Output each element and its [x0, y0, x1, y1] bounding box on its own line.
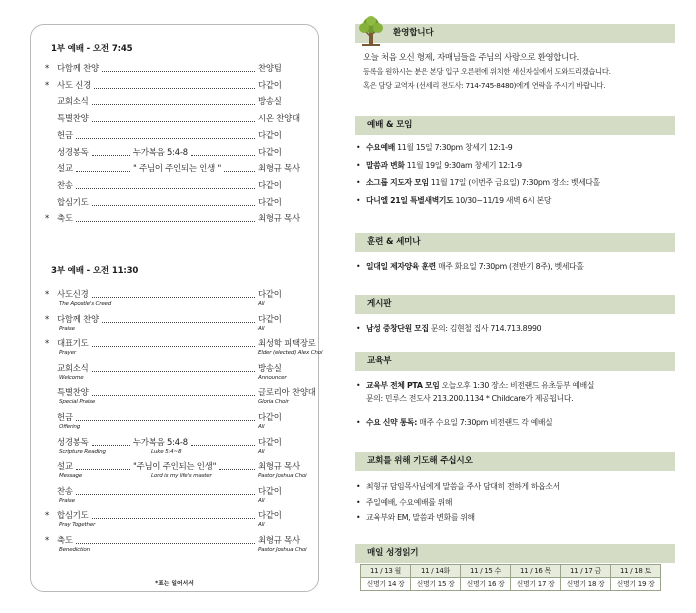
- program-item: 교회소식: [57, 96, 89, 107]
- program-leader: 최형규 목사: [258, 461, 300, 472]
- program-item-en: Scripture Reading: [59, 448, 106, 455]
- program-row: [45, 386, 316, 398]
- education-item-pta-contact: 문의: 민루스 전도사 213.200.1134 * Childcare가 제공됩니다.: [366, 394, 574, 403]
- program-row: [45, 460, 307, 472]
- program-leader-en: All: [258, 301, 265, 307]
- program-row: [45, 411, 307, 423]
- program-row: [45, 337, 316, 349]
- standing-mark: *: [45, 510, 49, 521]
- worship-item: • 수요예배 11월 15일 7:30pm 창세기 12:1-9: [356, 143, 513, 152]
- program-item: 교회소식: [57, 362, 89, 373]
- bible-readings-row: [361, 578, 661, 591]
- program-item: 다함께 찬양: [57, 313, 99, 324]
- bible-reading-cell: 신명기 16 장: [461, 578, 511, 591]
- dot-leader: [92, 444, 130, 446]
- program-leader: 다같이: [258, 436, 282, 447]
- bible-reading-cell: 신명기 14 장: [361, 578, 411, 591]
- program-item-en: The Apostle's Creed: [59, 301, 112, 307]
- dot-leader: [76, 170, 130, 172]
- welcome-title: 환영합니다: [393, 28, 434, 38]
- prayer-item: • 최형규 담임목사님에게 말씀을 주사 담대히 전하게 하옵소서: [356, 482, 560, 491]
- program-leader: 다같이: [258, 196, 282, 207]
- program-row: [45, 534, 307, 546]
- bible-day-cell: 11 / 17 금: [561, 565, 611, 578]
- dot-leader: [191, 444, 255, 446]
- dot-leader: [219, 468, 255, 470]
- program-item: 헌금: [57, 129, 73, 140]
- education-header: [355, 352, 675, 371]
- program-row: [45, 62, 307, 74]
- welcome-line2: 등록을 원하시는 분은 본당 입구 오른편에 위치한 새신자실에서 도와드리겠습니다.: [363, 67, 611, 76]
- worship-item: • 말씀과 변화 11월 19일 9:30am 창세기 12:1-9: [356, 160, 522, 170]
- education-title: 교육부: [367, 356, 392, 366]
- program-leader: 다같이: [258, 129, 282, 140]
- program-leader: 다같이: [258, 485, 282, 496]
- program-item: 사도신경: [57, 289, 89, 299]
- program-item: 특별찬양: [57, 113, 89, 124]
- program-detail-en: Lord is my life's master: [151, 473, 212, 480]
- program-item-en: Welcome: [59, 374, 84, 381]
- bible-day-cell: 11 / 16 목: [511, 565, 561, 578]
- dot-leader: [92, 370, 255, 372]
- prayer-title: 교회를 위해 기도해 주십시오: [367, 456, 473, 466]
- program-leader: 최형규 목사: [258, 213, 300, 224]
- dot-leader: [92, 296, 255, 298]
- bible-reading-cell: 신명기 17 장: [511, 578, 561, 591]
- program-item-en: Praise: [59, 497, 75, 504]
- worship-title: 예배 & 모임: [367, 120, 413, 130]
- training-header: [355, 233, 675, 252]
- dot-leader: [92, 154, 130, 156]
- dot-leader: [92, 120, 255, 122]
- bible-day-cell: 11 / 18 토: [611, 565, 661, 578]
- program-leader-en: Gloria Choir: [258, 399, 289, 406]
- prayer-item: • 교육부와 EM, 말씀과 변화를 위해: [356, 513, 475, 522]
- standing-mark: *: [45, 79, 49, 90]
- bible-reading-cell: 신명기 18 장: [561, 578, 611, 591]
- program-item-en: Pray Together: [59, 522, 96, 529]
- service3-title: 3부 예배 - 오전 11:30: [51, 266, 139, 276]
- program-row: [45, 212, 307, 224]
- program-item: 합심기도: [57, 196, 89, 207]
- dot-leader: [92, 345, 255, 347]
- program-item: 설교: [57, 461, 73, 472]
- program-row: [45, 79, 307, 91]
- program-leader-en: All: [258, 522, 265, 529]
- program-item-en: Message: [59, 473, 83, 480]
- dot-leader: [76, 468, 130, 470]
- program-row: [45, 362, 307, 374]
- program-item: 합심기도: [57, 510, 89, 521]
- dot-leader: [76, 220, 255, 222]
- program-item: 헌금: [57, 412, 73, 422]
- program-leader-en: Pastor Joshua Choi: [258, 547, 307, 553]
- program-leader: 최형규 목사: [258, 535, 300, 545]
- program-row: [45, 509, 307, 521]
- standing-mark: *: [45, 338, 49, 349]
- dot-leader: [76, 137, 255, 139]
- program-item: 찬송: [57, 485, 73, 496]
- worship-item: • 다니엘 21일 특별새벽기도 10/30~11/19 새벽 6시 본당: [356, 196, 552, 206]
- program-detail: 누가복음 5:4-8: [133, 146, 188, 157]
- program-leader-en: All: [258, 424, 265, 430]
- program-item: 사도 신경: [57, 79, 92, 90]
- program-item-en: Special Praise: [59, 399, 96, 406]
- program-row: [45, 146, 307, 158]
- dot-leader: [92, 394, 255, 396]
- dot-leader: [92, 103, 255, 105]
- standing-mark: *: [45, 63, 49, 73]
- standing-mark: *: [45, 313, 49, 324]
- prayer-item: • 주일예배, 수요예배를 위해: [356, 497, 453, 507]
- education-item-pta: • 교육부 전체 PTA 모임 오늘오후 1:30 장소: 비전랜드 유초등부 예배실: [356, 381, 595, 390]
- bible-days-row: [361, 565, 661, 578]
- program-leader: 다같이: [258, 146, 282, 157]
- standing-mark: *: [45, 289, 49, 299]
- program-item: 대표기도: [57, 338, 89, 349]
- prayer-header: [355, 452, 675, 471]
- program-leader: 시온 찬양대: [258, 113, 300, 124]
- program-leader: 다같이: [258, 313, 282, 324]
- program-item: 성경봉독: [57, 436, 89, 447]
- program-detail: " 주님이 주인되는 인생 ": [133, 163, 222, 174]
- program-row: [45, 436, 307, 448]
- program-item-en: Prayer: [59, 350, 76, 357]
- board-title: 게시판: [367, 299, 392, 309]
- program-row: [45, 485, 307, 497]
- order-of-service-card: [30, 24, 323, 592]
- program-row: [45, 179, 307, 191]
- dot-leader: [102, 70, 255, 72]
- program-item: 축도: [57, 535, 73, 545]
- program-item: 설교: [57, 163, 73, 174]
- program-leader-en: All: [258, 448, 265, 455]
- program-leader-en: Pastor Joshua Choi: [258, 473, 307, 480]
- bible-day-cell: 11 / 14화: [411, 565, 461, 578]
- bible-day-cell: 11 / 13 월: [361, 565, 411, 578]
- standing-mark: *: [45, 213, 49, 224]
- standing-mark: *: [45, 535, 49, 545]
- training-item: • 일대일 제자양육 훈련 매주 화요일 7:30pm (전반기 8주), 벳세다홀: [356, 262, 584, 271]
- program-item: 특별찬양: [57, 387, 89, 398]
- program-row: [45, 196, 307, 208]
- program-leader-en: Announcer: [258, 374, 287, 381]
- service1-title: 1부 예배 - 오전 7:45: [51, 44, 133, 54]
- program-item: 축도: [57, 213, 73, 224]
- program-detail-en: Luke 5:4~8: [151, 448, 182, 455]
- program-leader: 다같이: [258, 179, 282, 190]
- program-leader-en: Elder (elected) Alex Choi: [258, 350, 323, 357]
- program-leader: 다같이: [258, 412, 282, 422]
- worship-item: • 소그룹 지도자 모임 11월 17일 (이번주 금요일) 7:30pm 장소: 벳세다홀: [356, 178, 600, 188]
- program-leader: 다같이: [258, 79, 282, 90]
- program-leader-en: All: [258, 325, 265, 332]
- program-leader: 찬양팀: [258, 63, 282, 73]
- training-title: 훈련 & 세미나: [367, 237, 421, 247]
- program-row: [45, 129, 307, 141]
- bible-reading-cell: 신명기 19 장: [611, 578, 661, 591]
- bible-reading-header: [355, 544, 675, 563]
- program-leader: 글로리아 찬양대: [258, 387, 316, 398]
- program-leader: 다같이: [258, 289, 282, 299]
- program-row: [45, 313, 307, 325]
- welcome-line1: 오늘 처음 오신 형제, 자매님들을 주님의 사랑으로 환영합니다.: [363, 52, 580, 62]
- bible-reading-table: [360, 564, 661, 591]
- program-leader: 다같이: [258, 510, 282, 521]
- program-item: 다함께 찬양: [57, 63, 99, 73]
- program-item: 찬송: [57, 179, 73, 190]
- program-row: [45, 112, 307, 124]
- dot-leader: [76, 542, 255, 544]
- bible-reading-title: 매일 성경읽기: [367, 548, 419, 558]
- dot-leader: [94, 87, 255, 89]
- program-leader: 최성학 피택장로: [258, 338, 316, 349]
- tree-icon: [356, 15, 386, 47]
- bible-reading-cell: 신명기 15 장: [411, 578, 461, 591]
- program-leader: 방송실: [258, 362, 282, 373]
- program-row: [45, 95, 307, 107]
- worship-header: [355, 116, 675, 135]
- program-leader-en: All: [258, 497, 265, 504]
- program-detail: "주님이 주인되는 인생": [133, 461, 217, 472]
- welcome-header: [355, 24, 675, 43]
- program-leader: 방송실: [258, 96, 282, 107]
- dot-leader: [76, 419, 255, 421]
- program-row: [45, 288, 307, 300]
- program-leader: 최형규 목사: [258, 163, 300, 174]
- program-detail: 누가복음 5:4-8: [133, 436, 188, 447]
- program-item-en: Offering: [59, 424, 81, 430]
- board-item: • 남성 중창단원 모집 문의: 김현철 집사 714.713.8990: [356, 324, 542, 333]
- program-row: [45, 162, 307, 174]
- bible-day-cell: 11 / 15 수: [461, 565, 511, 578]
- program-item: 성경봉독: [57, 146, 89, 157]
- dot-leader: [102, 321, 255, 323]
- dot-leader: [191, 154, 255, 156]
- dot-leader: [76, 187, 255, 189]
- dot-leader: [92, 517, 255, 519]
- standing-footnote: *표는 일어서서: [155, 581, 194, 587]
- dot-leader: [76, 493, 255, 495]
- dot-leader: [92, 204, 255, 206]
- dot-leader: [224, 170, 255, 172]
- program-item-en: Benediction: [59, 547, 90, 553]
- welcome-line3: 혹은 담당 교역자 (선세리 전도사: 714-745-8480)에게 연락을 주시기 바랍니다.: [363, 81, 606, 90]
- board-header: [355, 295, 675, 314]
- program-item-en: Praise: [59, 325, 75, 332]
- education-item-bible-reading: • 수요 신약 통독: 매주 수요일 7:30pm 비전랜드 각 예배실: [356, 418, 553, 427]
